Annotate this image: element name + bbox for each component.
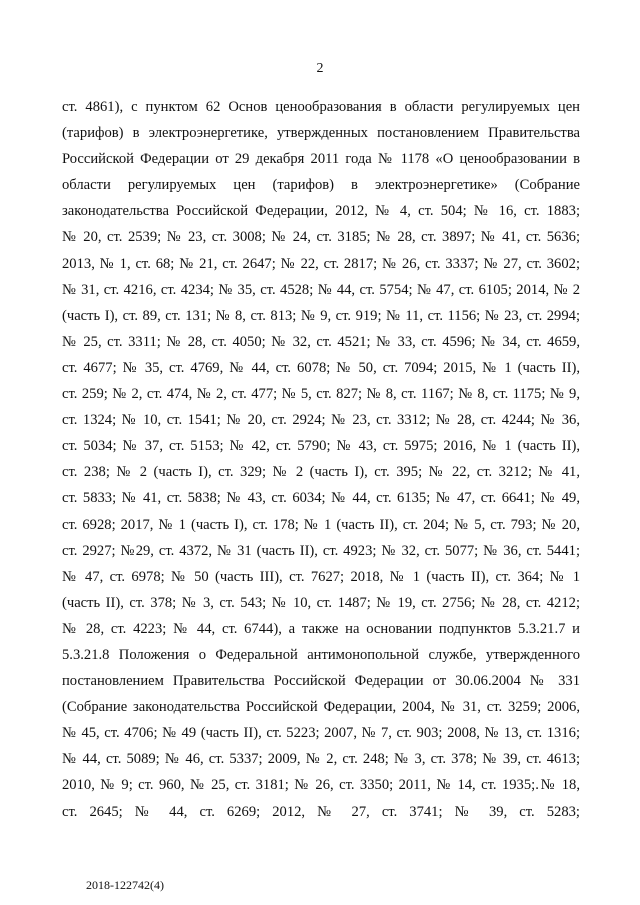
text-line: 2013, № 1, ст. 68; № 21, ст. 2647; № 22, ст. 2817; № 26, ст. 3337; № 27, ст. 3602; [62,255,580,272]
text-line: 5.3.21.8 Положения о Федеральной антимонопольной службе, утвержденного [62,646,580,663]
text-line: Российской Федерации от 29 декабря 2011 года № 1178 «О ценообразовании в [62,151,580,168]
text-line: № 25, ст. 3311; № 28, ст. 4050; № 32, ст. 4521; № 33, ст. 4596; № 34, ст. 4659, [62,333,580,350]
text-line: № 45, ст. 4706; № 49 (часть II), ст. 5223; 2007, № 7, ст. 903; 2008, № 13, ст. 1316; [62,725,580,742]
text-line: ст. 2927; №29, ст. 4372, № 31 (часть II), ст. 4923; № 32, ст. 5077; № 36, ст. 5441; [62,542,580,559]
text-line: ст. 238; № 2 (часть I), ст. 329; № 2 (часть I), ст. 395; № 22, ст. 3212; № 41, [62,464,580,481]
text-line: постановлением Правительства Российской Федерации от 30.06.2004 № 331 [62,673,580,690]
text-line: ст. 5833; № 41, ст. 5838; № 43, ст. 6034; № 44, ст. 6135; № 47, ст. 6641; № 49, [62,490,580,507]
text-line: ст. 259; № 2, ст. 474, № 2, ст. 477; № 5, ст. 827; № 8, ст. 1167; № 8, ст. 1175; № 9, [62,386,580,403]
text-line: ст. 1324; № 10, ст. 1541; № 20, ст. 2924; № 23, ст. 3312; № 28, ст. 4244; № 36, [62,412,580,429]
text-line: ст. 4861), с пунктом 62 Основ ценообразования в области регулируемых цен [62,99,580,115]
text-line: № 47, ст. 6978; № 50 (часть III), ст. 7627; 2018, № 1 (часть II), ст. 364; № 1 [62,568,580,585]
text-line: ст. 6928; 2017, № 1 (часть I), ст. 178; № 1 (часть II), ст. 204; № 5, ст. 793; № 20, [62,516,580,533]
text-line: 2010, № 9; ст. 960, № 25, ст. 3181; № 26, ст. 3350; 2011, № 14, ст. 1935;.№ 18, [62,777,580,794]
text-line: (часть II), ст. 378; № 3, ст. 543; № 10, ст. 1487; № 19, ст. 2756; № 28, ст. 4212; [62,594,580,611]
body-text [62,94,580,825]
text-line: № 20, ст. 2539; № 23, ст. 3008; № 24, ст. 3185; № 28, ст. 3897; № 41, ст. 5636; [62,229,580,246]
text-line: № 28, ст. 4223; № 44, ст. 6744), а также на основании подпунктов 5.3.21.7 и [62,620,580,637]
text-line: ст. 2645; № 44, ст. 6269; 2012, № 27, ст. 3741; № 39, ст. 5283; [62,803,580,820]
text-line: законодательства Российской Федерации, 2012, № 4, ст. 504; № 16, ст. 1883; [62,203,580,220]
text-line: (Собрание законодательства Российской Федерации, 2004, № 31, ст. 3259; 2006, [62,699,580,716]
text-line: области регулируемых цен (тарифов) в электроэнергетике» (Собрание [62,177,580,194]
text-line: № 44, ст. 5089; № 46, ст. 5337; 2009, № 2, ст. 248; № 3, ст. 378; № 39, ст. 4613; [62,751,580,768]
text-line: ст. 4677; № 35, ст. 4769, № 44, ст. 6078; № 50, ст. 7094; 2015, № 1 (часть II), [62,359,580,376]
document-code: 2018-122742(4) [86,878,164,892]
page-number: 2 [316,61,324,76]
text-line: (тарифов) в электроэнергетике, утвержденных постановлением Правительства [62,125,580,142]
text-line: № 31, ст. 4216, ст. 4234; № 35, ст. 4528; № 44, ст. 5754; № 47, ст. 6105; 2014, № 2 [62,281,580,298]
text-line: ст. 5034; № 37, ст. 5153; № 42, ст. 5790; № 43, ст. 5975; 2016, № 1 (часть II), [62,438,580,455]
text-line: (часть I), ст. 89, ст. 131; № 8, ст. 813; № 9, ст. 919; № 11, ст. 1156; № 23, ст. 2994; [62,307,580,324]
